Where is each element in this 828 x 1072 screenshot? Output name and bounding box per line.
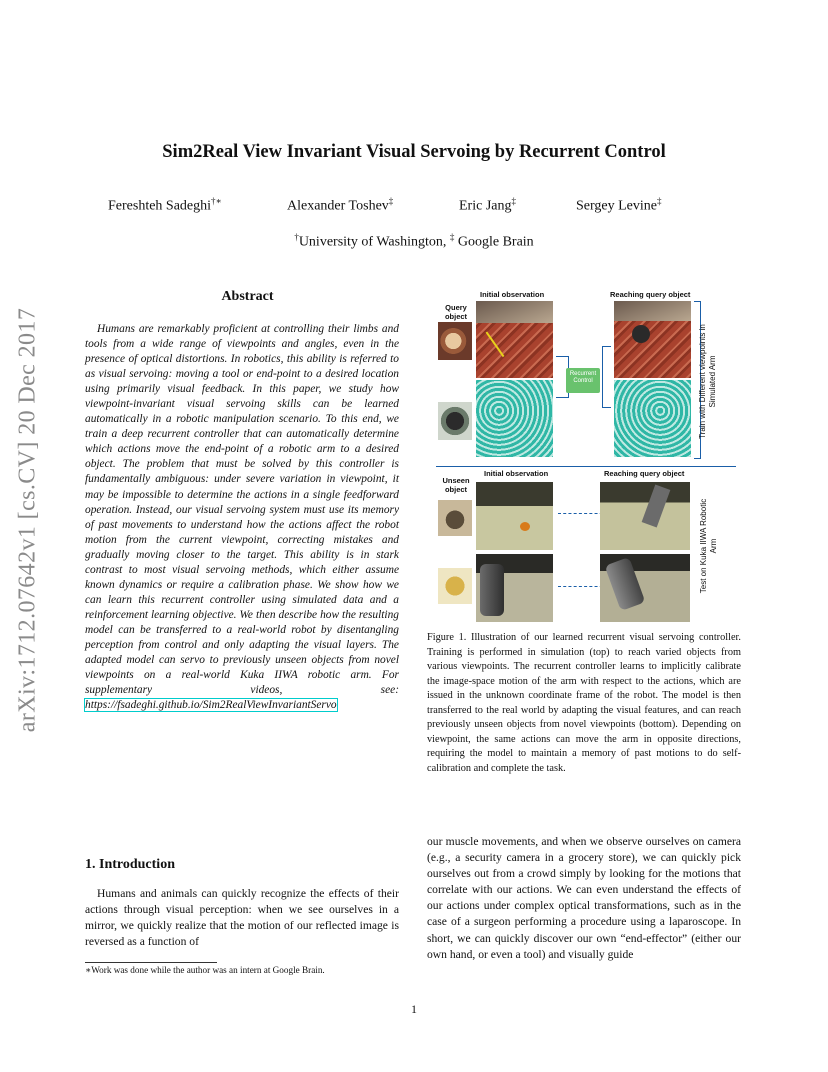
recurrent-control-box: Recurrent Control xyxy=(566,368,600,393)
figure-caption: Figure 1. Illustration of our learned recurrent visual servoing controller. Training is performed in simulation (top) to reach varied objects from various viewpoints. The recurrent controller learns to implicitly calibrate the image-space motion of the arm with respect to the actions, which are issued in the unknown coordinate frame of the robot. The model is then transferred to the real world by adapting the visual features, and can reach previously unseen objects from novel viewpoints (bottom). Depending on viewpoint, the same actions can move the arm in opposite directions, requiring the model to maintain a memory of past motions to do self-calibration and complete the task. xyxy=(427,632,741,774)
fig-bracket-right xyxy=(602,346,611,408)
intro-heading: 1. Introduction xyxy=(85,857,175,872)
author-4: Sergey Levine‡ xyxy=(576,196,662,214)
paper-title: Sim2Real View Invariant Visual Servoing by Recurrent Control xyxy=(162,142,666,162)
footnote-rule xyxy=(85,962,217,963)
query-object-image-1 xyxy=(438,322,472,360)
fig-unseen-label: Unseen object xyxy=(442,476,470,494)
page-number: 1 xyxy=(411,1002,417,1016)
figure-1 xyxy=(436,286,738,622)
sim-initial-image-2 xyxy=(476,380,553,457)
fig-divider xyxy=(436,466,736,467)
fig-side-label-bottom: Test on Kuka IIWA Robotic Arm xyxy=(699,498,718,594)
supplementary-link[interactable]: https://fsadeghi.github.io/Sim2RealViewInvariantServo xyxy=(85,699,337,712)
query-object-image-2 xyxy=(438,402,472,440)
fig-bottom-reaching-label: Reaching query object xyxy=(604,469,685,478)
right-column-body: our muscle movements, and when we observe ourselves on camera (e.g., a security camera in a grocery store), we can quickly pick ourselves out from a crowd simply by looking for the motions that correlate with our actions. We can even understand the effects of our actions under complex optical transformations, such as in the case of a surgeon performing a procedure using a laparoscope. In short, we can quickly discover our own “end-effector” (either our own hand, or even a tool) and visually guide xyxy=(427,835,741,961)
fig-side-label-top: Train with Different viewpoints in Simulated Arm xyxy=(698,324,717,439)
author-2: Alexander Toshev‡ xyxy=(287,196,394,214)
sim-reaching-image-2 xyxy=(614,380,691,457)
abstract-body: Humans are remarkably proficient at controlling their limbs and tools from a wide range of viewpoints and angles, even in the presence of optical distortions. In robotics, this ability is referred to as visual servoing: moving a tool or end-point to a desired location using primarily visual feedback. In this paper, we study how viewpoint-invariant visual servoing skills can be learned automatically in a robotic manipulation scenario. To this end, we train a deep recurrent controller that can automatically determine which actions move the end-point of a robotic arm to a desired object. The problem that must be solved by this controller is fundamentally ambiguous: under severe variation in viewpoint, it may be impossible to determine the actions in a single feedforward operation. Instead, our visual servoing system must use its memory of past movements to understand how the actions affect the robot motion from the current viewpoint, correcting mistakes and gradually moving closer to the target. This ability is in stark contrast to most visual servoing methods, which either assume known dynamics or require a calibration phase. We show how we can learn this recurrent controller using simulated data and a reinforcement learning objective. We then describe how the resulting model can be transferred to a real-world robot by disentangling perception from control and only adapting the visual layers. The adapted model can servo to previously unseen objects from novel viewpoints on a real-world Kuka IIWA robotic arm. For supplementary videos, see: https://fsadeghi.github.io/Sim2RealViewInvariantServo xyxy=(85,323,399,712)
fig-query-label: Query object xyxy=(444,303,468,321)
real-reaching-image-1 xyxy=(600,482,690,550)
fig-top-reaching-label: Reaching query object xyxy=(610,290,691,299)
fig-top-initial-label: Initial observation xyxy=(480,290,545,299)
author-3: Eric Jang‡ xyxy=(459,196,516,214)
unseen-object-image-2 xyxy=(438,568,472,604)
real-reaching-image-2 xyxy=(600,554,690,622)
intro-body: Humans and animals can quickly recognize the effects of their actions through visual perception: when we see ourselves in a mirror, we quickly realize that the motion of our reflected image is reversed as a function of xyxy=(85,887,399,948)
real-initial-image-2 xyxy=(476,554,553,622)
real-initial-image-1 xyxy=(476,482,553,550)
author-1: Fereshteh Sadeghi†∗ xyxy=(108,196,222,214)
affiliations: †University of Washington, ‡ Google Brain xyxy=(294,232,534,250)
sim-reaching-image-1 xyxy=(614,301,691,378)
fig-bottom-initial-label: Initial observation xyxy=(484,469,549,478)
abstract-heading: Abstract xyxy=(221,289,274,304)
arxiv-stamp: arXiv:1712.07642v1 [cs.CV] 20 Dec 2017 xyxy=(14,307,41,733)
sim-initial-image-1 xyxy=(476,301,553,378)
footnote: ∗Work was done while the author was an intern at Google Brain. xyxy=(85,965,325,975)
unseen-object-image-1 xyxy=(438,500,472,536)
